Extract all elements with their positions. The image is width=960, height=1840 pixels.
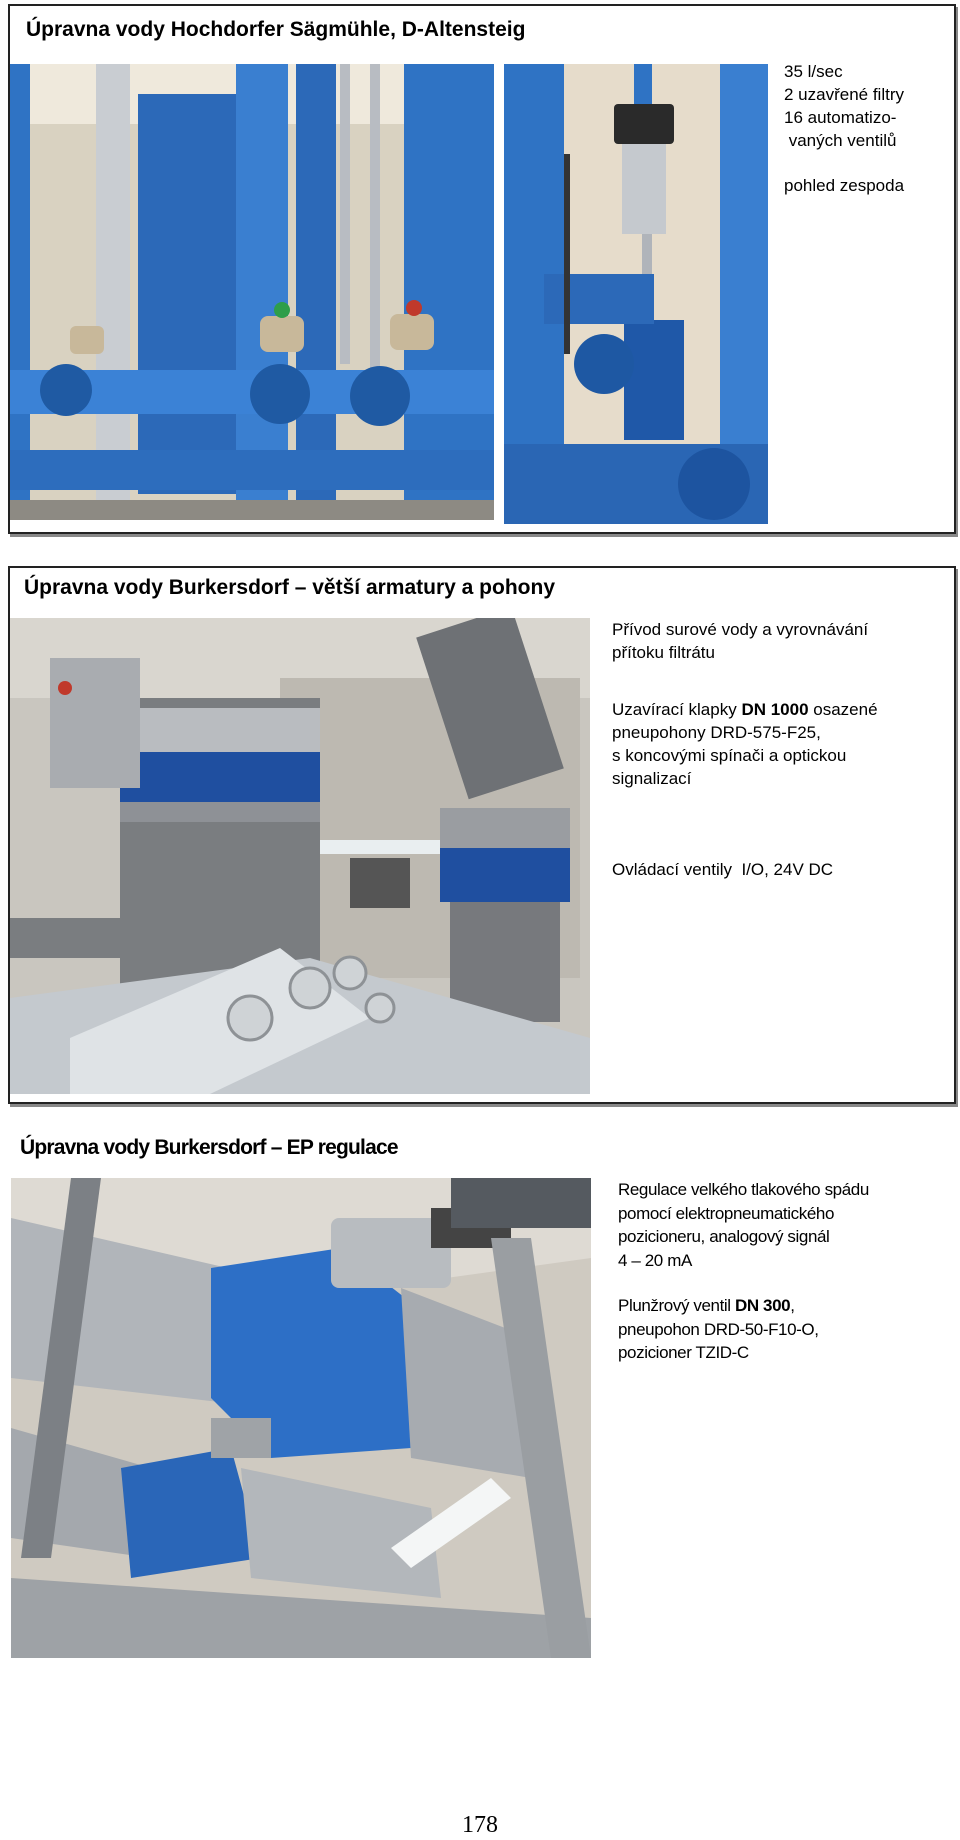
note-paragraph-butterfly: Uzavírací klapky DN 1000 osazené pneupohony DRD-575-F25, s koncovými spínači a optickou signalizací: [612, 700, 878, 788]
photo-butterfly-valves: [10, 618, 590, 1094]
note-valves-2: vaných ventilů: [784, 131, 897, 150]
photo-plunger-valve: [11, 1178, 591, 1658]
page-number: 178: [462, 1812, 498, 1838]
photo-filter-pipework: [10, 64, 494, 520]
section-title: Úpravna vody Hochdorfer Sägmühle, D-Altensteig: [26, 18, 526, 41]
section-notes: [784, 60, 954, 197]
note-paragraph-regulation: Regulace velkého tlakového spádu pomocí elektropneumatického pozicioneru, analogový signál 4 – 20 mA: [618, 1180, 869, 1270]
note-flow: 35 l/sec: [784, 62, 843, 81]
section-hochdorfer: [8, 4, 956, 534]
section-notes: [612, 618, 942, 949]
section-title: Úpravna vody Burkersdorf – větší armatury a pohony: [24, 576, 555, 599]
note-paragraph-control: Ovládací ventily I/O, 24V DC: [612, 860, 834, 879]
note-filters: 2 uzavřené filtry: [784, 85, 904, 104]
note-valves-1: 16 automatizo-: [784, 108, 897, 127]
section-notes: [618, 1178, 948, 1387]
section-burkersdorf-ep: [8, 1118, 956, 1678]
section-title: Úpravna vody Burkersdorf – EP regulace: [20, 1136, 398, 1159]
section-burkersdorf-armatures: [8, 566, 956, 1104]
note-paragraph-plunger: Plunžrový ventil DN 300, pneupohon DRD-50-F10-O, pozicioner TZID-C: [618, 1296, 819, 1362]
photo-valve-actuator: [504, 64, 768, 524]
note-paragraph-supply: Přívod surové vody a vyrovnávání přítoku filtrátu: [612, 620, 869, 662]
note-view: pohled zespoda: [784, 176, 905, 195]
